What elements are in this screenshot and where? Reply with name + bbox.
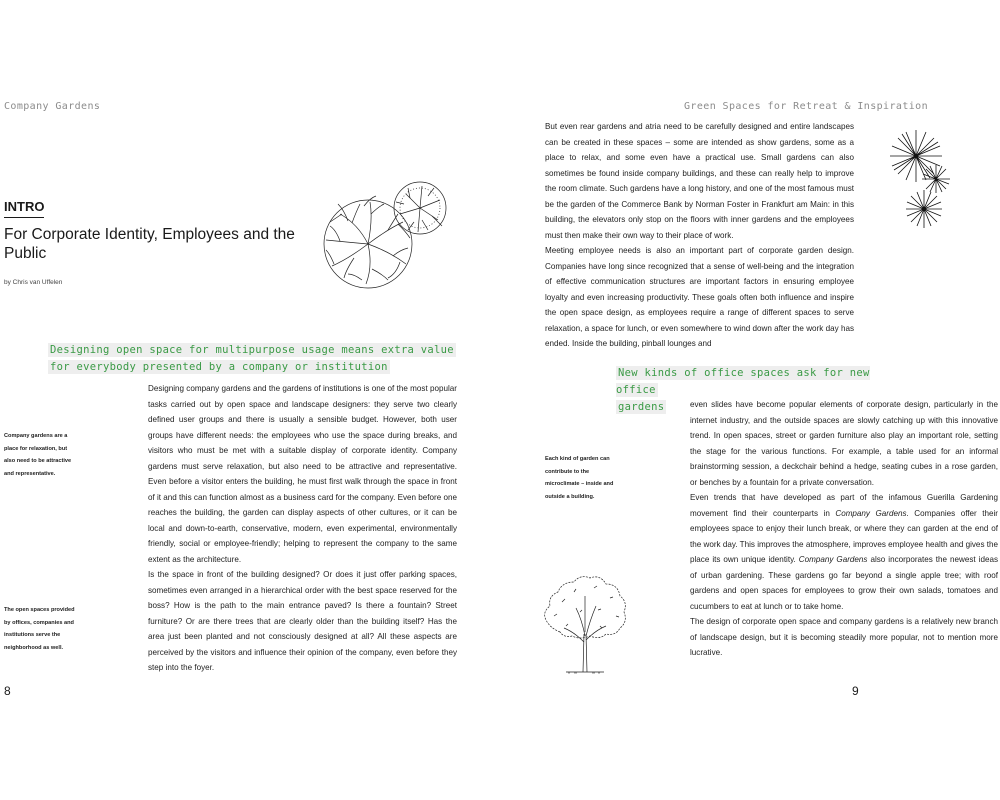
pull-quote-left <box>48 342 456 376</box>
radial-tree-icons <box>888 124 954 232</box>
chapter-title: For Corporate Identity, Employees and the Public <box>4 226 295 262</box>
sidenote-left-1: Company gardens are a place for relaxation, but also need to be attractive and representative. <box>4 433 72 477</box>
byline: by Chris van Uffelen <box>4 279 63 286</box>
running-head-right: Green Spaces for Retreat & Inspiration <box>684 101 928 112</box>
body-right-paragraph-1: But even rear gardens and atria need to be carefully designed and entire landscapes can be created in these spaces – some are intended as show gardens, some as a place to relax, and some even have a practical use. Small gardens can also sometimes be found inside company buildings, and these can really help to improve the room climate. Such gardens have a long history, and one of the most famous must be the garden of the Commerce Bank by Norman Foster in Frankfurt am Main: in this building, the elevators only stop on the floors with inner gardens and the employees must then make their own way to their place of work. <box>545 122 854 240</box>
page-number-left: 8 <box>4 684 11 698</box>
p4-text-a: Even trends that have developed as part of the infamous Guerilla Gardening movement find their counterparts in <box>690 493 998 518</box>
pull-quote-left-line1: Designing open space for multipurpose usage means extra value <box>50 344 454 356</box>
body-left-paragraph-1: Designing company gardens and the gardens of institutions is one of the most popular tasks carried out by open space and landscape designers: they serve two clearly defined user groups and there is usually a sensible budget. However, both user groups have different needs: the employees who use the space during breaks, and visitors who must be met with a suitable display of corporate identity. Company gardens must serve relaxation, but also need to be attractive and representative. Even before a visitor enters the building, he must first walk through the space in front of it and this can function almost as a business card for the company. Even before one reaches the building, the garden can display aspects of other cultures, or it can be local and down-to-earth, conservative, modern, even experimental, environmentally friendly, social or employee-friendly; helping to represent the company to the same extent as the architecture. <box>148 384 457 564</box>
body-right-paragraph-2: Meeting employee needs is also an important part of corporate garden design. Companies have long since recognized that a sense of well-being and the integration of effective communication structures are important factors in ensuring employee loyalty and even increasing productivity. These goals often both influence and inspire the open space design, as employees require a range of different spaces to serve relaxation, a space for lunch, or even somewhere to wind down after the work day has ended. Inside the building, pinball lounges and <box>545 246 854 348</box>
body-right-paragraph-4 <box>690 490 998 614</box>
p4-text-c: also incorporates the newest ideas of urban gardening. These gardens go far beyond a single apple tree; with roof gardens and open spaces for employees to grow their own salads, tomatoes and cucumbers to eat at lunch or to take home. <box>690 555 998 611</box>
body-text-right-bottom <box>690 397 998 661</box>
body-right-paragraph-5: The design of corporate open space and company gardens is a relatively new branch of landscape design, but it is becoming steadily more popular, not to mention more lucrative. <box>690 617 998 657</box>
sidenote-left-2: The open spaces provided by offices, companies and institutions serve the neighborhood as well. <box>4 607 75 651</box>
body-text-left <box>148 381 457 676</box>
section-label: INTRO <box>4 199 44 218</box>
p4-text-b: . Companies offer their employees space to enjoy their lunch break, or where they can garden at the end of the work day. This improves the atmosphere, improves employee health and gives the place its own unique identity. <box>690 508 998 564</box>
body-left-paragraph-2: Is the space in front of the building designed? Or does it just offer parking spaces, sometimes even arranged in a hierarchical order with the best space reserved for the boss? How is the path to the main entrance paved? Is there a fountain? Street furniture? Or are there trees that are clearly older than the building itself? Has the area just been planted and not consciously designed at all? All these aspects are perceived by the visitors and influence their opinion of the company, even before they step into the foyer. <box>148 570 457 672</box>
running-head-left: Company Gardens <box>4 101 101 112</box>
pull-quote-right-line2: gardens <box>618 401 665 413</box>
page-number-right: 9 <box>852 684 859 698</box>
body-text-right-top <box>545 119 854 352</box>
tree-elevation-illustration <box>540 572 630 676</box>
pull-quote-right-line1: New kinds of office spaces ask for new office <box>616 367 870 396</box>
company-gardens-title-2: Company Gardens <box>798 555 868 564</box>
pull-quote-left-line2: for everybody presented by a company or institution <box>50 361 388 373</box>
sidenote-right: Each kind of garden can contribute to the microclimate – inside and outside a building. <box>545 456 614 500</box>
tree-canopy-plan-illustration <box>318 174 450 296</box>
body-right-paragraph-3: even slides have become popular elements of corporate design, particularly in the internet industry, and the outside spaces are slowly catching up with this innovative trend. In open spaces, street or garden furniture also play an important role, setting the stage for the various functions. For example, a table used for an informal brainstorming session, a deckchair behind a hedge, seating cubes in a rose garden, or benches by a fountain for a private conversation. <box>690 400 998 487</box>
company-gardens-title-1: Company Gardens <box>835 508 907 518</box>
